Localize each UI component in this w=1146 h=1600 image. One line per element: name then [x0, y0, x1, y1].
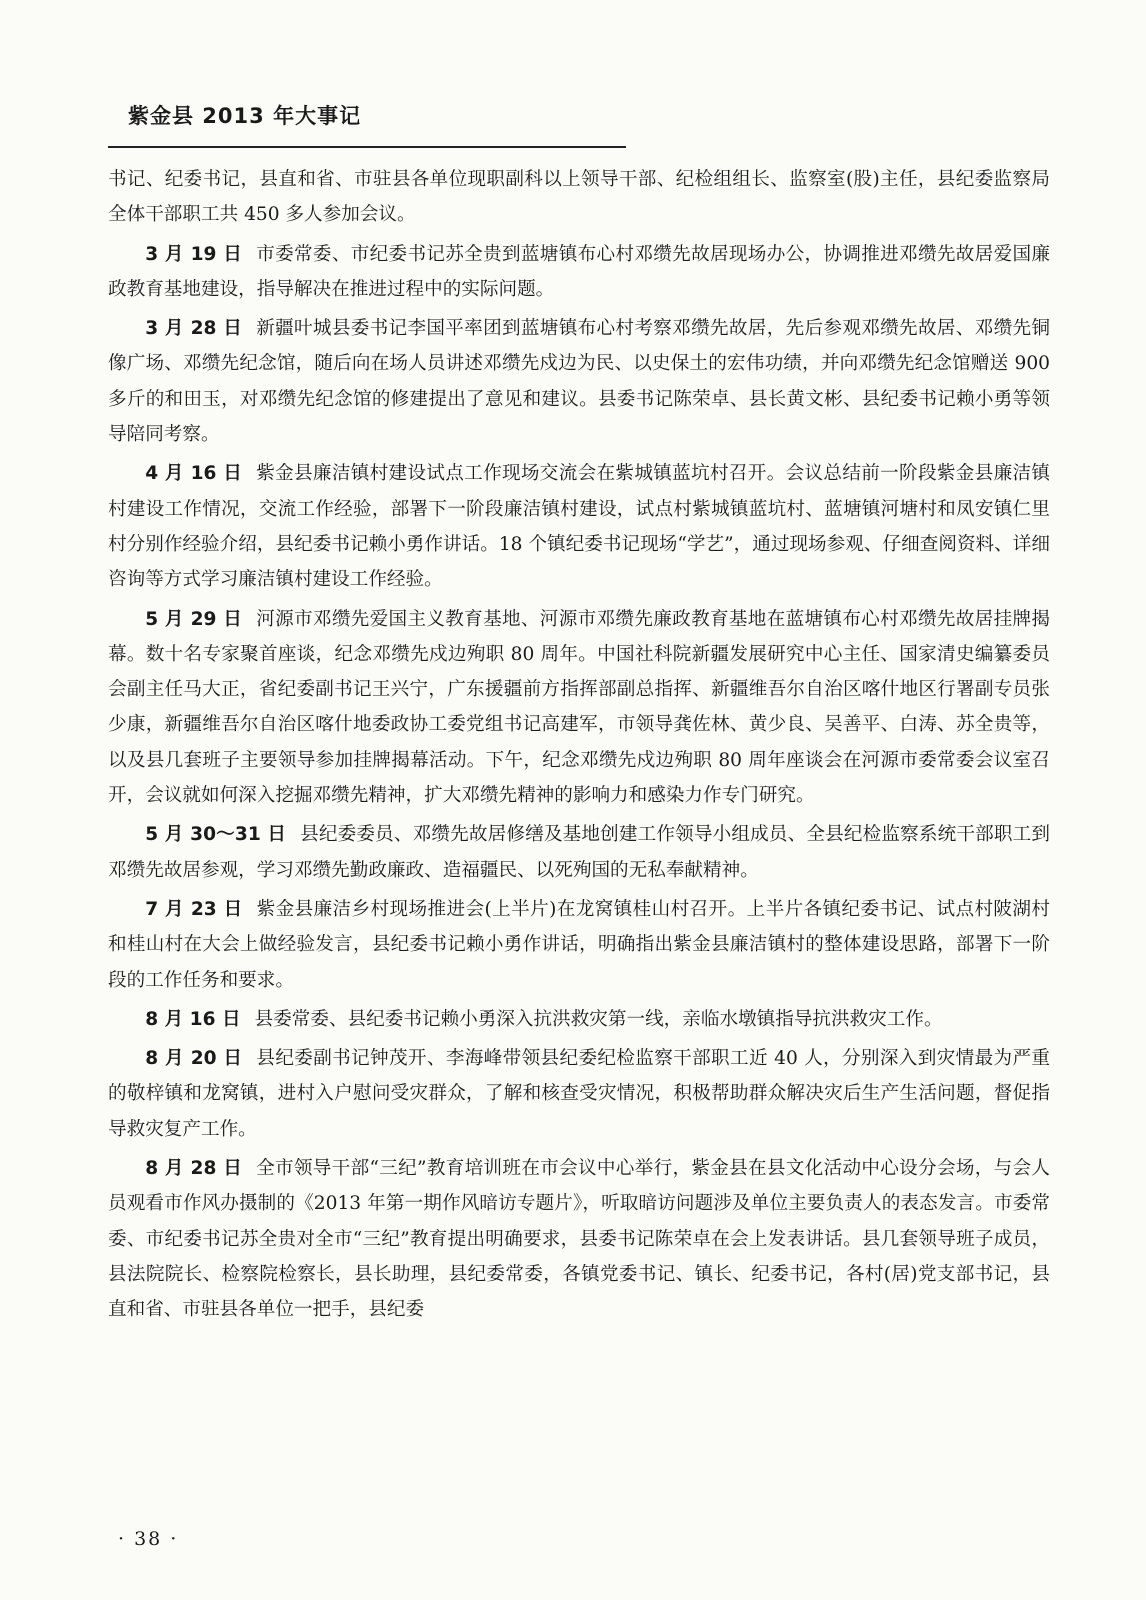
entry-text: 全市领导干部“三纪”教育培训班在市会议中心举行，紫金县在县文化活动中心设分会场，与会人员观看市作风办摄制的《2013 年第一期作风暗访专题片》，听取暗访问题涉及单位主要负责人的表态发言。市委常委、市纪委书记苏全贵对全市“三纪”教育提出明确要求，县委书记陈荣卓在会上发表讲话。县几套领导班子成员，县法院院长、检察院检察长，县长助理，县纪委常委，各镇党委书记、镇长、纪委书记，各村(居)党支部书记，县直和省、市驻县各单位一把手，县纪委 [108, 1158, 1051, 1321]
entry-date: 8 月 16 日 [145, 1008, 241, 1030]
entry-paragraph [108, 602, 1050, 814]
entry-date: 8 月 28 日 [145, 1158, 243, 1180]
entry-paragraph [108, 237, 1050, 308]
entry-paragraph [108, 892, 1050, 998]
entry-paragraph [108, 1002, 1050, 1037]
entry-text: 紫金县廉洁镇村建设试点工作现场交流会在紫城镇蓝坑村召开。会议总结前一阶段紫金县廉洁镇村建设工作情况，交流工作经验，部署下一阶段廉洁镇村建设，试点村紫城镇蓝坑村、蓝塘镇河塘村和凤安镇仁里村分别作经验介绍，县纪委书记赖小勇作讲话。18 个镇纪委书记现场“学艺”，通过现场参观、仔细查阅资料、详细咨询等方式学习廉洁镇村建设工作经验。 [108, 463, 1050, 591]
continuation-paragraph: 书记、纪委书记，县直和省、市驻县各单位现职副科以上领导干部、纪检组组长、监察室(股)主任，县纪委监察局全体干部职工共 450 多人参加会议。 [108, 169, 1050, 226]
entry-text: 县纪委委员、邓缵先故居修缮及基地创建工作领导小组成员、全县纪检监察系统干部职工到邓缵先故居参观，学习邓缵先勤政廉政、造福疆民、以死殉国的无私奉献精神。 [108, 824, 1050, 881]
page-number: · 38 · [118, 1528, 179, 1550]
entry-date: 5 月 29 日 [145, 608, 243, 630]
entry-date: 3 月 28 日 [145, 318, 243, 340]
entry-paragraph [108, 1151, 1050, 1327]
entry-date: 4 月 16 日 [145, 463, 243, 485]
entry-date: 7 月 23 日 [145, 898, 243, 920]
entry-text: 市委常委、市纪委书记苏全贵到蓝塘镇布心村邓缵先故居现场办公，协调推进邓缵先故居爱国廉政教育基地建设，指导解决在推进过程中的实际问题。 [108, 243, 1050, 300]
entry-text: 县委常委、县纪委书记赖小勇深入抗洪救灾第一线，亲临水墩镇指导抗洪救灾工作。 [254, 1008, 943, 1030]
entry-text: 县纪委副书记钟茂开、李海峰带领县纪委纪检监察干部职工近 40 人，分别深入到灾情最为严重的敬梓镇和龙窝镇，进村入户慰问受灾群众，了解和核查受灾情况，积极帮助群众解决灾后生产生活问题，督促指导救灾复产工作。 [108, 1048, 1051, 1140]
entry-text: 河源市邓缵先爱国主义教育基地、河源市邓缵先廉政教育基地在蓝塘镇布心村邓缵先故居挂牌揭幕。数十名专家聚首座谈，纪念邓缵先戍边殉职 80 周年。中国社科院新疆发展研究中心主任、国家清史编纂委员会副主任马大正，省纪委副书记王兴宁，广东援疆前方指挥部副总指挥、新疆维吾尔自治区喀什地区行署副专员张少康，新疆维吾尔自治区喀什地委政协工委党组书记高建军，市领导龚佐林、黄少良、吴善平、白涛、苏全贵等，以及县几套班子主要领导参加挂牌揭幕活动。下午，纪念邓缵先戍边殉职 80 周年座谈会在河源市委常委会议室召开，会议就如何深入挖掘邓缵先精神，扩大邓缵先精神的影响力和感染力作专门研究。 [108, 608, 1050, 807]
entry-paragraph [108, 817, 1050, 888]
entry-paragraph [108, 311, 1050, 452]
entry-paragraph [108, 1041, 1050, 1147]
header-rule [108, 146, 626, 148]
entry-date: 3 月 19 日 [145, 243, 243, 265]
entry-text: 新疆叶城县委书记李国平率团到蓝塘镇布心村考察邓缵先故居，先后参观邓缵先故居、邓缵先铜像广场、邓缵先纪念馆，随后向在场人员讲述邓缵先戍边为民、以史保土的宏伟功绩，并向邓缵先纪念馆赠送 900 多斤的和田玉，对邓缵先纪念馆的修建提出了意见和建议。县委书记陈荣卓、县长黄文彬、县纪委书记赖小勇等领导陪同考察。 [108, 318, 1050, 446]
entry-date: 5 月 30～31 日 [145, 824, 287, 846]
entry-date: 8 月 20 日 [145, 1048, 243, 1070]
entry-text: 紫金县廉洁乡村现场推进会(上半片)在龙窝镇桂山村召开。上半片各镇纪委书记、试点村陂湖村和桂山村在大会上做经验发言，县纪委书记赖小勇作讲话，明确指出紫金县廉洁镇村的整体建设思路，部署下一阶段的工作任务和要求。 [108, 898, 1051, 991]
running-header-title: 紫金县 2013 年大事记 [128, 104, 362, 128]
chronicle-body [108, 162, 1050, 1332]
entry-paragraph [108, 456, 1050, 597]
